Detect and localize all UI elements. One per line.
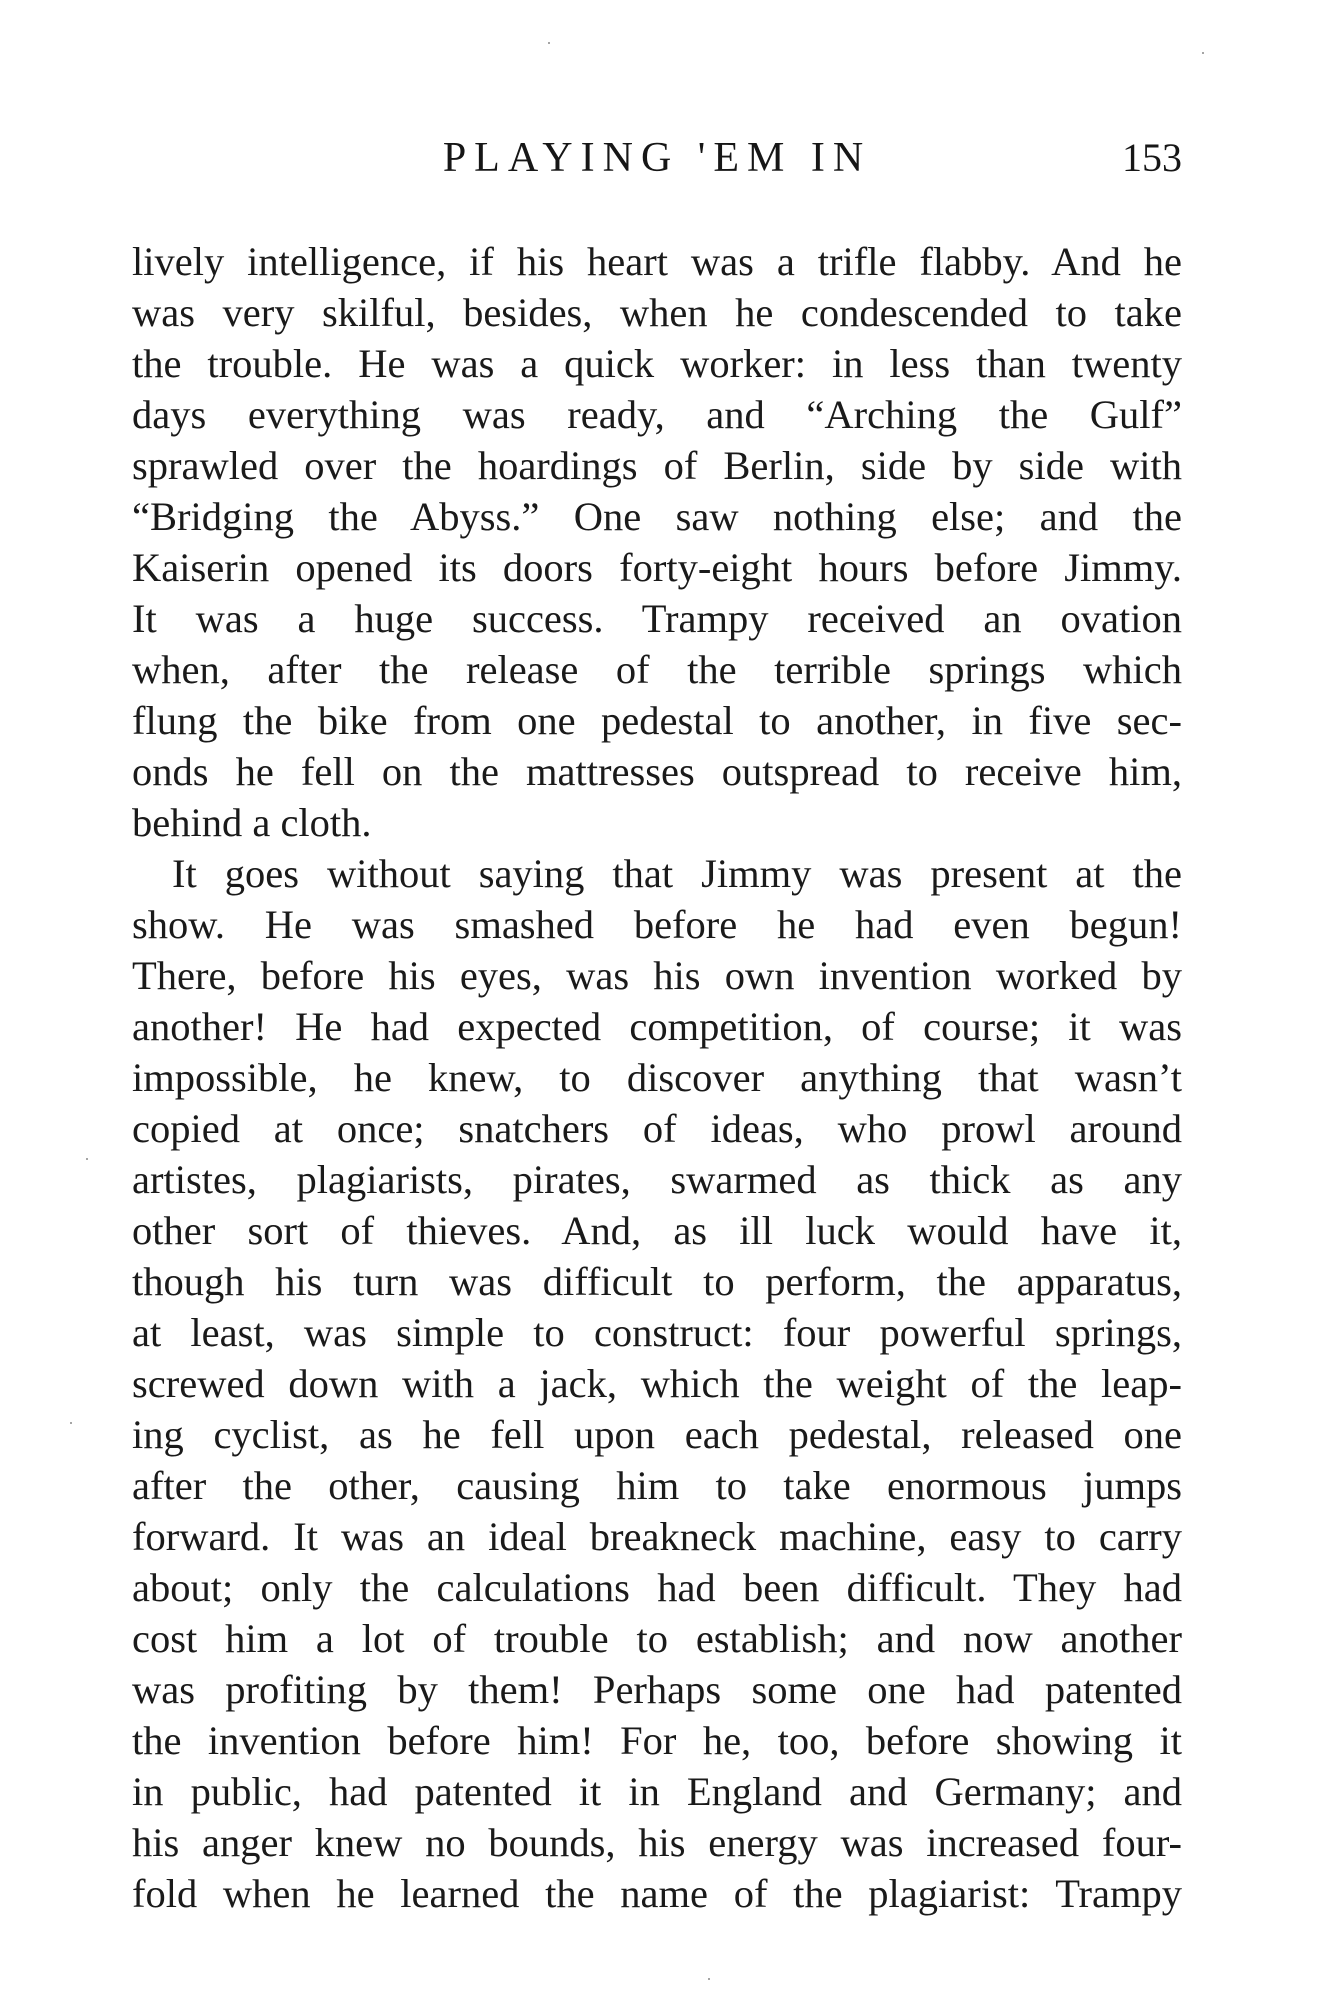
text-line: the trouble. He was a quick worker: in less than twenty xyxy=(132,341,1182,386)
text-line: artistes, plagiarists, pirates, swarmed as thick as any xyxy=(132,1157,1182,1202)
text-line: impossible, he knew, to discover anything that wasn’t xyxy=(132,1055,1182,1100)
body-text xyxy=(132,236,1182,1919)
scan-speck xyxy=(86,1158,88,1160)
paragraph-2 xyxy=(132,848,1182,1919)
text-line: ing cyclist, as he fell upon each pedestal, released one xyxy=(132,1412,1182,1457)
running-head xyxy=(132,128,1182,188)
text-line: show. He was smashed before he had even begun! xyxy=(132,902,1182,947)
text-line: when, after the release of the terrible springs which xyxy=(132,647,1182,692)
page-number: 153 xyxy=(1122,135,1182,180)
text-line: was profiting by them! Perhaps some one had patented xyxy=(132,1667,1182,1712)
text-line: in public, had patented it in England and Germany; and xyxy=(132,1769,1182,1814)
text-line: There, before his eyes, was his own invention worked by xyxy=(132,953,1182,998)
scan-speck xyxy=(548,42,550,44)
text-line: “Bridging the Abyss.” One saw nothing else; and the xyxy=(132,494,1182,539)
text-line: It goes without saying that Jimmy was present at the xyxy=(172,851,1182,896)
text-line: cost him a lot of trouble to establish; and now another xyxy=(132,1616,1182,1661)
text-line: about; only the calculations had been difficult. They had xyxy=(132,1565,1182,1610)
text-line: It was a huge success. Trampy received an ovation xyxy=(132,596,1182,641)
text-line: Kaiserin opened its doors forty-eight hours before Jimmy. xyxy=(132,545,1182,590)
text-line: after the other, causing him to take enormous jumps xyxy=(132,1463,1182,1508)
text-line: forward. It was an ideal breakneck machine, easy to carry xyxy=(132,1514,1182,1559)
text-line: flung the bike from one pedestal to another, in five sec- xyxy=(132,698,1182,743)
text-line: screwed down with a jack, which the weight of the leap- xyxy=(132,1361,1182,1406)
text-line: days everything was ready, and “Arching the Gulf” xyxy=(132,392,1182,437)
text-line: sprawled over the hoardings of Berlin, side by side with xyxy=(132,443,1182,488)
text-line: copied at once; snatchers of ideas, who prowl around xyxy=(132,1106,1182,1151)
paragraph-1 xyxy=(132,236,1182,848)
text-line: at least, was simple to construct: four powerful springs, xyxy=(132,1310,1182,1355)
text-line: behind a cloth. xyxy=(132,800,372,845)
text-line: other sort of thieves. And, as ill luck would have it, xyxy=(132,1208,1182,1253)
text-line: another! He had expected competition, of course; it was xyxy=(132,1004,1182,1049)
text-line: fold when he learned the name of the plagiarist: Trampy xyxy=(132,1871,1182,1916)
text-line: his anger knew no bounds, his energy was increased four- xyxy=(132,1820,1182,1865)
text-line: was very skilful, besides, when he condescended to take xyxy=(132,290,1182,335)
scan-speck xyxy=(708,1978,710,1980)
text-line: onds he fell on the mattresses outspread to receive him, xyxy=(132,749,1182,794)
running-title: PLAYING 'EM IN xyxy=(442,135,872,181)
text-line: the invention before him! For he, too, before showing it xyxy=(132,1718,1182,1763)
scan-speck xyxy=(1202,52,1204,54)
scan-speck xyxy=(70,1422,72,1424)
text-line: lively intelligence, if his heart was a trifle flabby. And he xyxy=(132,239,1182,284)
text-line: though his turn was difficult to perform, the apparatus, xyxy=(132,1259,1182,1304)
